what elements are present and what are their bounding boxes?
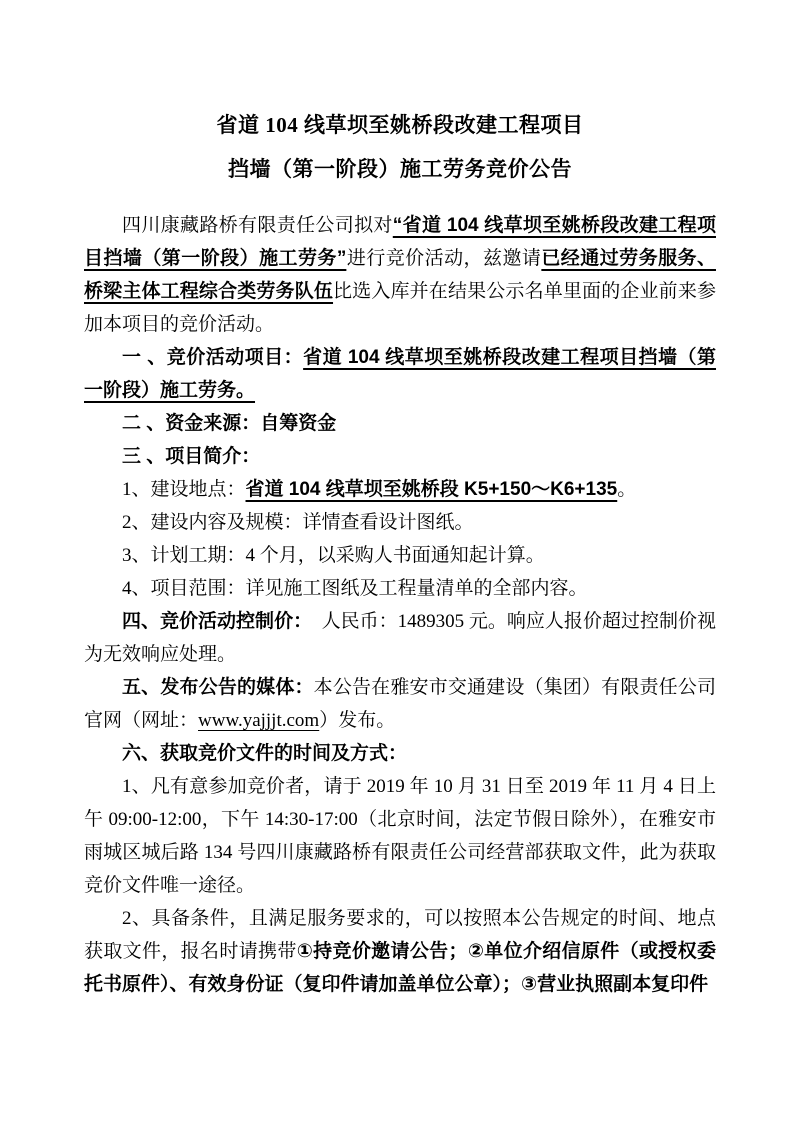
section-5-media <box>84 671 716 737</box>
text-run: 2、具备条件，且满足服务要求的，可以按照本公告规定的时间、地点获取文件，报名时请携带 <box>84 908 716 962</box>
text-run: 本公告在雅安市交通建设（集团）有限责任公司官网（网址： <box>84 677 716 731</box>
section-1-bidding-project <box>84 341 716 407</box>
text-run: 人民币：1489305 元。响应人报价超过控制价视为无效响应处理。 <box>84 611 716 665</box>
item-3-schedule <box>84 539 716 572</box>
text-run: 六、获取竞价文件的时间及方式： <box>122 743 408 764</box>
text-run: 1、建设地点： <box>122 479 246 500</box>
section-6-obtain-documents <box>84 737 716 770</box>
document-title-line-1: 省道 104 线草坝至姚桥段改建工程项目 <box>216 113 584 137</box>
text-run: 进行竞价活动，兹邀请 <box>346 248 542 269</box>
text-run: 3、计划工期：4 个月，以采购人书面通知起计算。 <box>122 545 545 566</box>
item-4-range <box>84 572 716 605</box>
item-1-location <box>84 473 716 506</box>
item-2-scope <box>84 506 716 539</box>
text-run: ①持竞价邀请公告；②单位介绍信原件（或授权委托书原件）、有效身份证（复印件请加盖单位公章）；③营业执照副本复印件 <box>84 941 716 995</box>
emphasized-text-run: www.yajjjt.com <box>198 710 320 731</box>
text-run: 二 、资金来源：自筹资金 <box>122 413 337 434</box>
document-title-line-2: 挡墙（第一阶段）施工劳务竞价公告 <box>228 157 572 181</box>
emphasized-text-run: 省道 104 线草坝至姚桥段 K5+150～K6+135 <box>245 479 618 500</box>
text-run: 2、建设内容及规模：详情查看设计图纸。 <box>122 512 474 533</box>
text-run: 三 、项目简介： <box>122 446 261 467</box>
emphasized-text-run: 省道 104 线草坝至姚桥段改建工程项目挡墙（第一阶段）施工劳务。 <box>84 347 717 401</box>
obtain-item-2 <box>84 902 716 1001</box>
section-3-project-brief <box>84 440 716 473</box>
emphasized-text-run: 已经通过劳务服务、桥梁主体工程综合类劳务队伍 <box>84 248 716 302</box>
emphasized-text-run: “省道 104 线草坝至姚桥段改建工程项目挡墙（第一阶段）施工劳务” <box>84 215 716 269</box>
document-title-block <box>84 103 716 191</box>
text-run: ）发布。 <box>319 710 396 731</box>
section-4-control-price <box>84 605 716 671</box>
text-run: 。 <box>617 479 637 500</box>
document-body <box>84 209 716 1001</box>
text-run: 4、项目范围：详见施工图纸及工程量清单的全部内容。 <box>122 578 588 599</box>
section-2-funding-source <box>84 407 716 440</box>
text-run: 四、竞价活动控制价： <box>122 611 303 632</box>
text-run: 四川康藏路桥有限责任公司拟对 <box>122 215 393 236</box>
text-run: 1、凡有意参加竞价者，请于 2019 年 10 月 31 日至 2019 年 11 月 4 日上午 09:00-12:00，下午 14:30-17:00（北京时间，法定节假日除外），在雅安市雨城区城后路 134 号四川康藏路桥有限责任公司经营部获取文件，此为获取竞价文件唯一途径。 <box>84 776 716 896</box>
text-run: 一 、竞价活动项目： <box>122 347 304 368</box>
text-run: 五、发布公告的媒体： <box>122 677 314 698</box>
text-run: 比选入库并在结果公示名单里面的企业前来参加本项目的竞价活动。 <box>84 281 716 335</box>
intro-paragraph <box>84 209 716 341</box>
obtain-item-1 <box>84 770 716 902</box>
